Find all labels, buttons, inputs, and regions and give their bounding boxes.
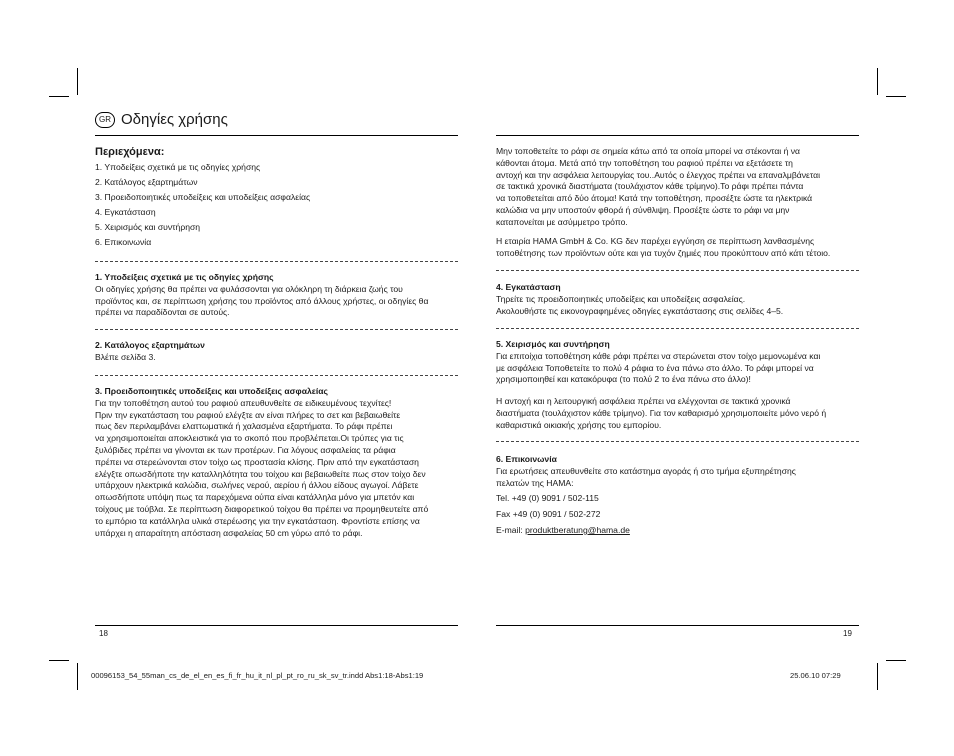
paragraph-line: Βλέπε σελίδα 3. (95, 351, 156, 362)
crop-mark (77, 663, 78, 690)
paragraph-line: καταπονείται με ασύμμετρο τρόπο. (496, 216, 628, 227)
toc-item: 1. Υποδείξεις σχετικά με τις οδηγίες χρήσης (95, 162, 261, 172)
toc-item: 6. Επικοινωνία (95, 236, 152, 247)
paragraph-line: Η εταιρία HAMA GmbH & Co. KG δεν παρέχει εγγύηση σε περίπτωση λανθασμένης (496, 236, 815, 246)
toc-item: 5. Χειρισμός και συντήρηση (95, 221, 201, 232)
toc-heading: Περιεχόμενα: (95, 146, 165, 158)
section-2 (95, 340, 205, 364)
divider (95, 329, 458, 330)
section-heading: 2. Κατάλογος εξαρτημάτων (95, 340, 205, 350)
section-heading: 3. Προειδοποιητικές υποδείξεις και υποδείξεις ασφαλείας (95, 386, 328, 396)
paragraph-line: Η αντοχή και η λειτουργική ασφάλεια πρέπει να ελέγχονται σε τακτικά χρονικά (496, 396, 791, 406)
crop-mark (886, 96, 906, 97)
section-heading: 4. Εγκατάσταση (496, 282, 561, 292)
crop-mark (49, 96, 69, 97)
title-text: Οδηγίες χρήσης (121, 111, 228, 128)
paragraph-line: τοποθέτησης των προϊόντων ούτε και για τυχόν ζημιές που προκύπτουν από κάτι τέτοιο. (496, 247, 831, 258)
paragraph-line: το εμπόριο τα κατάλληλα υλικά στερέωσης για την εγκατάσταση. Φροντίστε επίσης να (95, 515, 420, 526)
paragraph-line: Πριν την εγκατάσταση του ραφιού ελέγξτε αν είναι πλήρες το σετ και βεβαιωθείτε (95, 409, 401, 420)
paragraph-line: Ακολουθήστε τις εικονογραφημένες οδηγίες εγκατάστασης στις σελίδες 4–5. (496, 305, 784, 316)
paragraph-line: Οι οδηγίες χρήσης θα πρέπει να φυλάσσονται για ολόκληρη τη διάρκεια ζωής του (95, 283, 403, 294)
page-number-left: 18 (99, 629, 108, 638)
divider (496, 270, 859, 271)
intro-paragraph (496, 146, 820, 229)
section-heading: 5. Χειρισμός και συντήρηση (496, 339, 610, 349)
language-badge: GR (95, 112, 115, 128)
file-info: 00096153_54_55man_cs_de_el_en_es_fi_fr_hu_it_nl_pl_pt_ro_ru_sk_sv_tr.indd Abs1:18-Abs1:19 (91, 671, 424, 680)
email-link[interactable]: produktberatung@hama.de (525, 524, 630, 535)
top-rule-right (496, 135, 859, 136)
print-date: 25.06.10 07:29 (790, 671, 841, 680)
paragraph-line: πως δεν περιλαμβάνει ελαττωματικά ή χαλασμένα εξαρτήματα. Το ράφι πρέπει (95, 421, 393, 432)
paragraph-line: προϊόντος και, σε περίπτωση χρήσης του προϊόντος από άλλους χρήστες, οι οδηγίες θα (95, 295, 429, 306)
section-6 (496, 454, 796, 537)
warranty-paragraph (496, 236, 830, 260)
paragraph-line: πρέπει να στερεώνονται στον τοίχο ως προστασία κλίσης. Πριν από την εγκατάσταση (95, 456, 419, 467)
crop-mark (877, 663, 878, 690)
section-heading: 6. Επικοινωνία (496, 454, 557, 464)
paragraph-line: χρησιμοποιηθεί και κατακόρυφα (το πολύ 2 το ένα πάνω στο άλλο)! (496, 374, 751, 385)
toc-item: 4. Εγκατάσταση (95, 206, 156, 217)
section-4 (496, 282, 783, 317)
crop-mark (877, 68, 878, 95)
divider (496, 328, 859, 329)
paragraph-line: καθαριστικά οικιακής χρήσης του εμπορίου. (496, 419, 662, 430)
paragraph-line: διαστήματα (τουλάχιστον κάθε τρίμηνο). Για τον καθαρισμό χρησιμοποιείτε μόνο νερό ή (496, 407, 827, 418)
top-rule-left (95, 135, 458, 136)
paragraph-line: ελέγξτε οπωσδήποτε την καταλληλότητα του τοίχου και βεβαιωθείτε πως στον τοίχο δεν (95, 468, 426, 479)
crop-mark (886, 660, 906, 661)
fax-number: Fax +49 (0) 9091 / 502-272 (496, 509, 601, 520)
paragraph-line: οπωσδήποτε υπόψη πως τα παρεχόμενα ούπα είναι κατάλληλα μόνο για μπετόν και (95, 492, 415, 503)
paragraph-line: αντοχή και την ασφάλεια λειτουργίας του..Αυτός ο έλεγχος πρέπει να επαναλμβάνεται (496, 169, 821, 180)
paragraph-line: υπάρχει η απαραίτητη απόσταση ασφαλείας 50 cm γύρω από το ράφι. (95, 527, 363, 538)
crop-mark (49, 660, 69, 661)
divider (95, 261, 458, 262)
paragraph-line: ξυλόβιδες πρέπει να γίνονται εκ των προτέρων. Για λόγους ασφαλείας τα ράφια (95, 444, 396, 455)
toc-item: 3. Προειδοποιητικές υποδείξεις και υποδείξεις ασφαλείας (95, 191, 311, 202)
paragraph-line: πρέπει να παραδίδονται σε αυτούς. (95, 307, 230, 318)
paragraph-line: να τοποθετείται από δύο άτομα! Κατά την τοποθέτηση, προσέξτε ώστε τα ηλεκτρικά (496, 193, 813, 204)
paragraph-line: πελατών της HAMA: (496, 477, 574, 488)
divider (496, 441, 859, 442)
paragraph-line: να χρησιμοποιείται αποκλειστικά για το σκοπό που προβλέπεται.Οι τρύπες για τις (95, 433, 404, 444)
section-heading: 1. Υποδείξεις σχετικά με τις οδηγίες χρήσης (95, 272, 274, 282)
paragraph-line: Για ερωτήσεις απευθυνθείτε στο κατάστημα αγοράς ή στο τμήμα εξυπηρέτησης (496, 465, 796, 476)
paragraph-line: Μην τοποθετείτε το ράφι σε σημεία κάτω από τα οποία μπορεί να στέκονται ή να (496, 146, 801, 156)
page-number-right: 19 (843, 629, 852, 638)
paragraph-line: σε τακτικά χρονικά διαστήματα (τουλάχιστον κάθε τρίμηνο).Το ράφι πρέπει πάντα (496, 181, 804, 192)
page-title (95, 111, 228, 128)
email-line (496, 525, 796, 537)
paragraph-line: κάθονται άτομα. Μετά από την τοποθέτηση του ραφιού πρέπει να εξετάσετε τη (496, 157, 793, 168)
crop-mark (77, 68, 78, 95)
paragraph-line: με ασφάλεια Τοποθετείτε το πολύ 4 ράφια το ένα πάνω στο άλλο. Το ράφι μπορεί να (496, 362, 814, 373)
email-label: E-mail: (496, 524, 526, 535)
paragraph-line: τοίχους με τούβλα. Σε περίπτωση διαφορετικού τοίχου θα πρέπει να προμηθευτείτε από (95, 503, 429, 514)
paragraph-line: Τηρείτε τις προειδοποιητικές υποδείξεις και υποδείξεις ασφαλείας. (496, 293, 746, 304)
bottom-rule-right (496, 625, 859, 626)
section-5-maintenance (496, 396, 826, 431)
divider (95, 375, 458, 376)
paragraph-line: καλώδια να μην υποστούν φθορά ή σύνθλιψη. Προσέξτε ώστε το ράφι να μην (496, 204, 790, 215)
section-1 (95, 272, 428, 319)
section-5 (496, 339, 820, 386)
section-3 (95, 386, 428, 539)
phone-number: Tel. +49 (0) 9091 / 502-115 (496, 493, 599, 504)
paragraph-line: υπάρχουν ηλεκτρικά καλώδια, σωλήνες νερού, αερίου ή άλλου είδους αγωγοί. Λάβετε (95, 480, 419, 491)
bottom-rule-left (95, 625, 458, 626)
toc-item: 2. Κατάλογος εξαρτημάτων (95, 176, 198, 187)
paragraph-line: Για επιτοίχια τοποθέτηση κάθε ράφι πρέπει να στερώνεται στον τοίχο μεμονωμένα και (496, 350, 821, 361)
paragraph-line: Για την τοποθέτηση αυτού του ραφιού απευθυνθείτε σε ειδικευμένους τεχνίτες! (95, 397, 392, 408)
table-of-contents (95, 162, 310, 252)
